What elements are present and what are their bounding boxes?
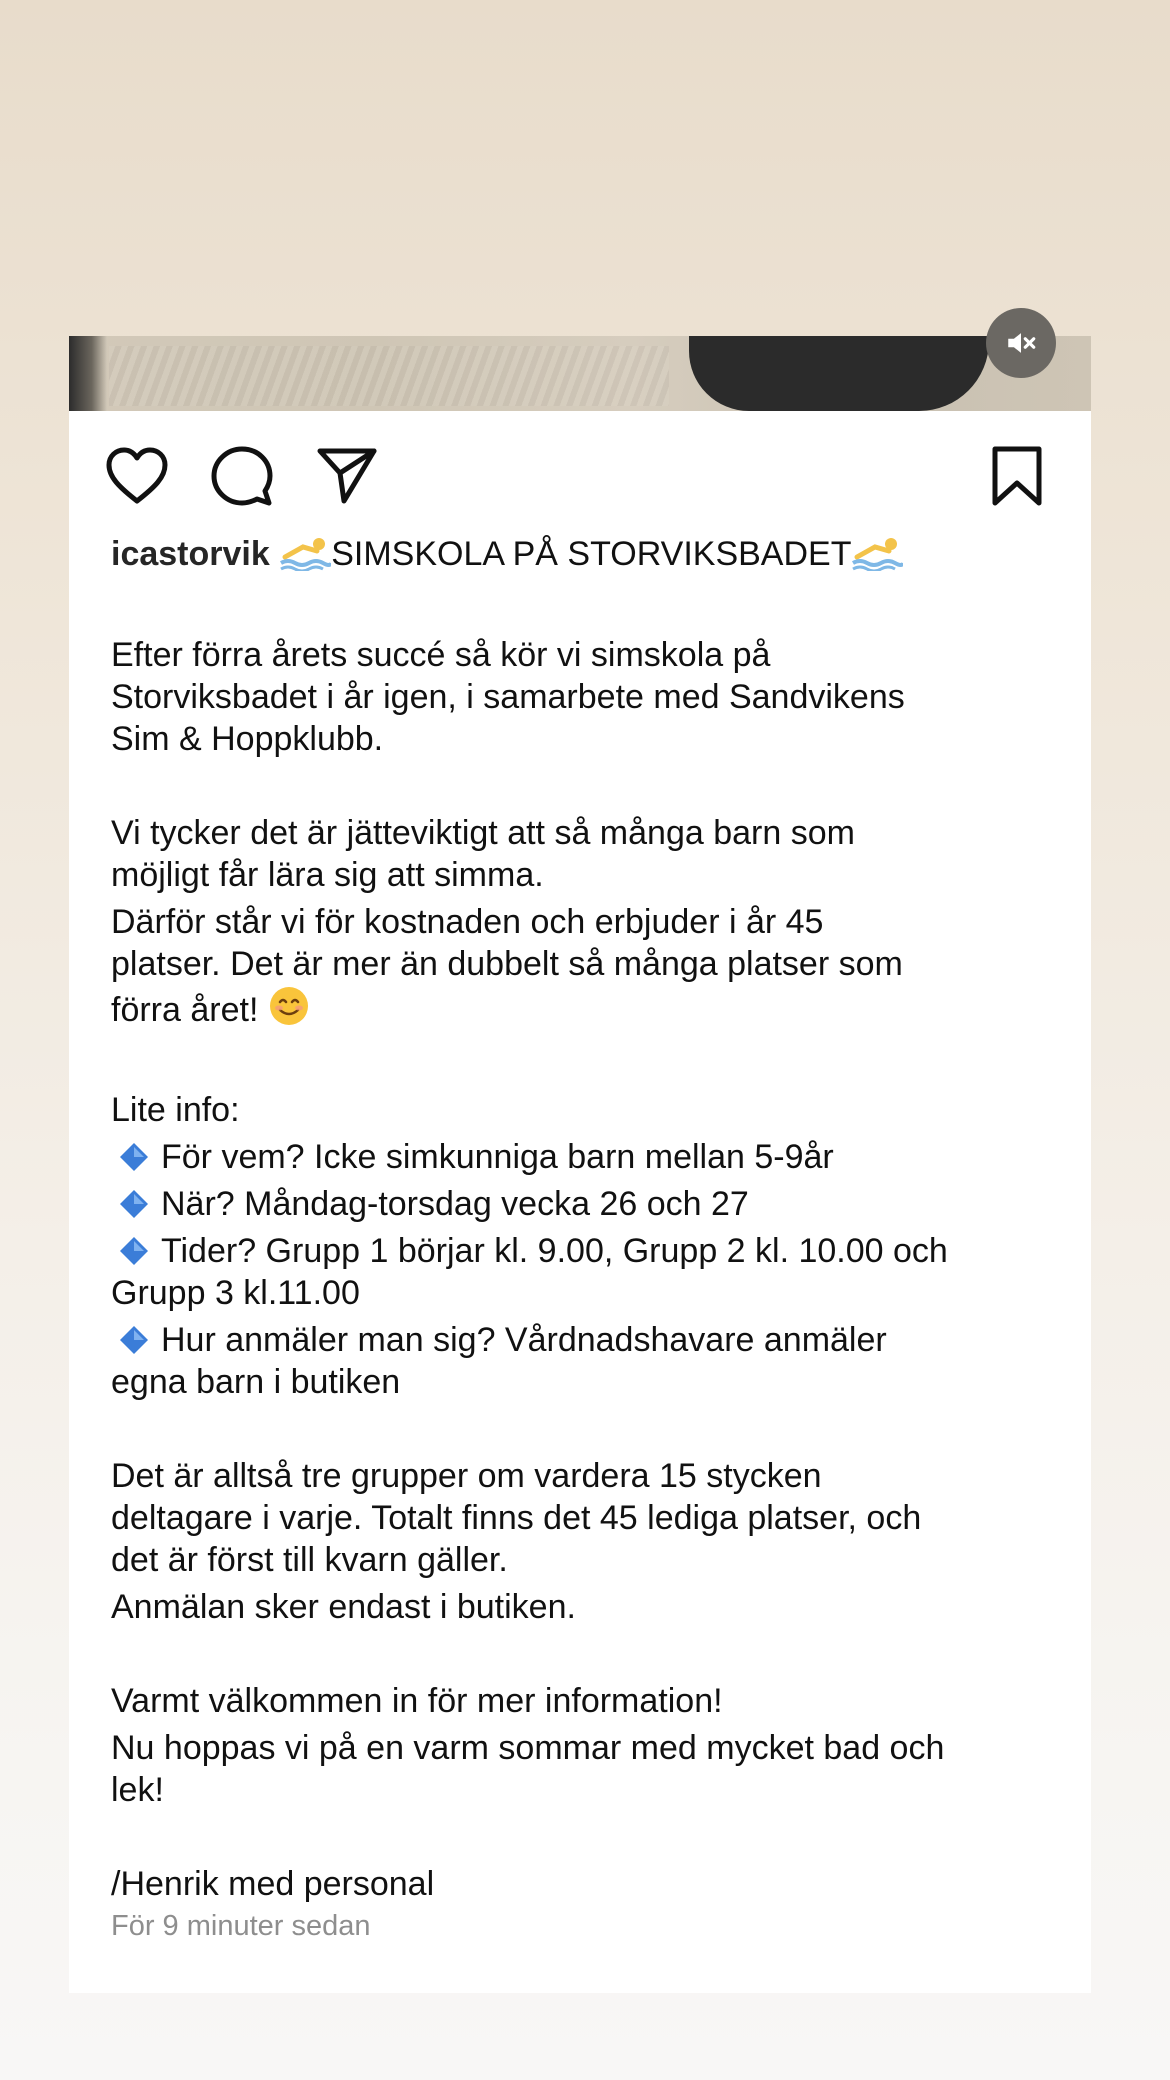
post-caption (111, 533, 1066, 1905)
post-media[interactable] (69, 336, 1091, 411)
post-username[interactable]: icastorvik (111, 535, 270, 573)
media-dark-shape (689, 336, 989, 411)
caption-line: deltagare i varje. Totalt finns det 45 lediga platser, och (111, 1499, 922, 1537)
info-item: Tider? Grupp 1 börjar kl. 9.00, Grupp 2 kl. 10.00 och (111, 1230, 1066, 1272)
signature: /Henrik med personal (111, 1865, 435, 1903)
smiling-face-emoji (268, 985, 310, 1037)
caption-line: lek! (111, 1771, 164, 1809)
post-actions (69, 411, 1091, 531)
speaker-muted-icon (1004, 326, 1038, 360)
bookmark-icon (991, 445, 1043, 507)
caption-line: Det är alltså tre grupper om vardera 15 stycken (111, 1457, 822, 1495)
caption-line: möjligt får lära sig att simma. (111, 856, 544, 894)
post-card (69, 336, 1091, 1993)
blue-diamond-icon (119, 1189, 149, 1219)
blue-diamond-icon (119, 1325, 149, 1355)
caption-line: Därför står vi för kostnaden och erbjuder i år 45 (111, 903, 824, 941)
swimmer-emoji (851, 535, 903, 581)
caption-line: Anmälan sker endast i butiken. (111, 1588, 576, 1626)
comment-icon (211, 445, 273, 507)
info-item-continued: egna barn i butiken (111, 1363, 401, 1401)
caption-line: Efter förra årets succé så kör vi simskola på (111, 636, 771, 674)
info-item: Hur anmäler man sig? Vårdnadshavare anmäler (111, 1319, 1066, 1361)
swimmer-emoji (279, 535, 331, 581)
caption-line: Varmt välkommen in för mer information! (111, 1682, 723, 1720)
info-item: När? Måndag-torsdag vecka 26 och 27 (111, 1183, 1066, 1225)
blue-diamond-icon (119, 1236, 149, 1266)
info-item: För vem? Icke simkunniga barn mellan 5-9år (111, 1136, 1066, 1178)
caption-line: Sim & Hoppklubb. (111, 720, 384, 758)
like-button[interactable] (102, 441, 172, 511)
caption-line: platser. Det är mer än dubbelt så många platser som (111, 945, 903, 983)
info-heading: Lite info: (111, 1091, 240, 1129)
post-title: SIMSKOLA PÅ STORVIKSBADET (331, 535, 852, 573)
caption-line-with-emoji (111, 985, 1066, 1037)
mute-button[interactable] (986, 308, 1056, 378)
caption-line: Storviksbadet i år igen, i samarbete med Sandvikens (111, 678, 905, 716)
caption-line: det är först till kvarn gäller. (111, 1541, 508, 1579)
media-texture (109, 346, 669, 406)
post-timestamp: För 9 minuter sedan (111, 1910, 371, 1942)
share-button[interactable] (312, 441, 382, 511)
media-shadow (69, 336, 107, 411)
caption-line: Vi tycker det är jätteviktigt att så många barn som (111, 814, 855, 852)
heart-icon (105, 447, 169, 505)
blue-diamond-icon (119, 1142, 149, 1172)
share-icon (316, 447, 378, 505)
caption-line: Nu hoppas vi på en varm sommar med mycket bad och (111, 1729, 945, 1767)
save-button[interactable] (982, 441, 1052, 511)
caption-line: förra året! (111, 991, 259, 1029)
comment-button[interactable] (207, 441, 277, 511)
info-item-continued: Grupp 3 kl.11.00 (111, 1274, 360, 1312)
